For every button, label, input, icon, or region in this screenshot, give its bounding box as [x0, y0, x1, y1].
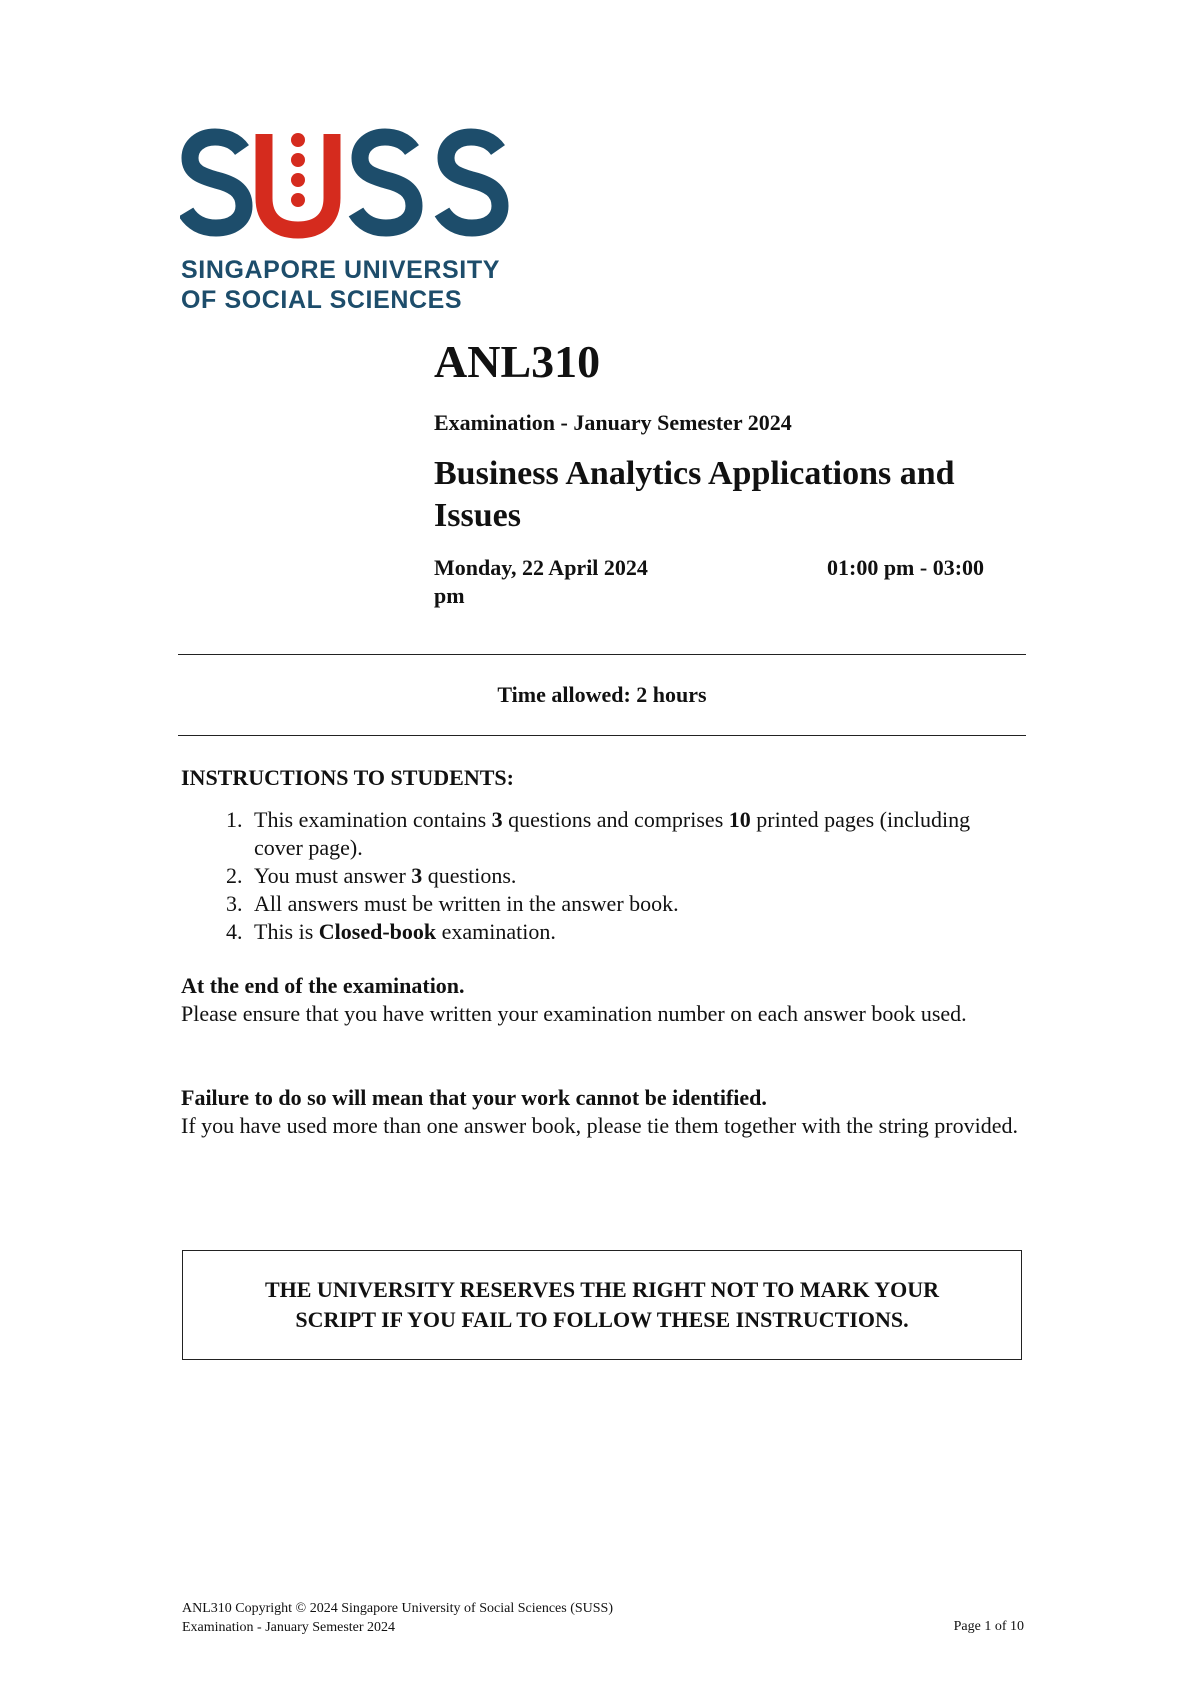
exam-time-tail: pm — [434, 583, 465, 608]
logo-line-1: SINGAPORE UNIVERSITY — [181, 256, 500, 284]
end-of-exam-heading: At the end of the examination. — [181, 973, 465, 998]
instruction-item: 3. All answers must be written in the answer book. — [226, 891, 679, 916]
exam-time: 01:00 pm - 03:00 — [827, 555, 985, 580]
notice-line-2: SCRIPT IF YOU FAIL TO FOLLOW THESE INSTRUCTIONS. — [295, 1307, 909, 1332]
divider-bottom — [178, 735, 1026, 736]
notice-box — [182, 1250, 1022, 1360]
page-number: Page 1 of 10 — [953, 1619, 1024, 1634]
footer-exam-line: Examination - January Semester 2024 — [182, 1620, 396, 1635]
instruction-item: 4. This is Closed-book examination. — [226, 919, 556, 944]
footer-copyright: ANL310 Copyright © 2024 Singapore University of Social Sciences (SUSS) — [182, 1601, 613, 1616]
exam-date: Monday, 22 April 2024 — [434, 555, 648, 580]
instruction-item: 1. This examination contains 3 questions and comprises 10 printed pages (including cover page). — [226, 807, 971, 860]
failure-heading: Failure to do so will mean that your work cannot be identified. — [181, 1085, 767, 1110]
suss-logo — [180, 128, 510, 243]
logo-line-2: OF SOCIAL SCIENCES — [181, 286, 463, 314]
end-of-exam-text: Please ensure that you have written your examination number on each answer book used. — [181, 1001, 967, 1026]
failure-block — [181, 1084, 1021, 1140]
notice-line-1: THE UNIVERSITY RESERVES THE RIGHT NOT TO MARK YOUR — [264, 1277, 940, 1302]
instructions-list — [226, 806, 986, 946]
exam-semester: Examination - January Semester 2024 — [434, 410, 792, 435]
course-code: ANL310 — [434, 336, 601, 387]
instructions-heading: INSTRUCTIONS TO STUDENTS: — [181, 765, 514, 790]
time-allowed: Time allowed: 2 hours — [497, 682, 707, 707]
failure-text: If you have used more than one answer book, please tie them together with the string provided. — [181, 1113, 1018, 1138]
end-of-exam-block — [181, 972, 1021, 1028]
divider-top — [178, 654, 1026, 655]
instruction-item: 2. You must answer 3 questions. — [226, 863, 517, 888]
course-title: Business Analytics Applications and Issues — [434, 455, 955, 534]
